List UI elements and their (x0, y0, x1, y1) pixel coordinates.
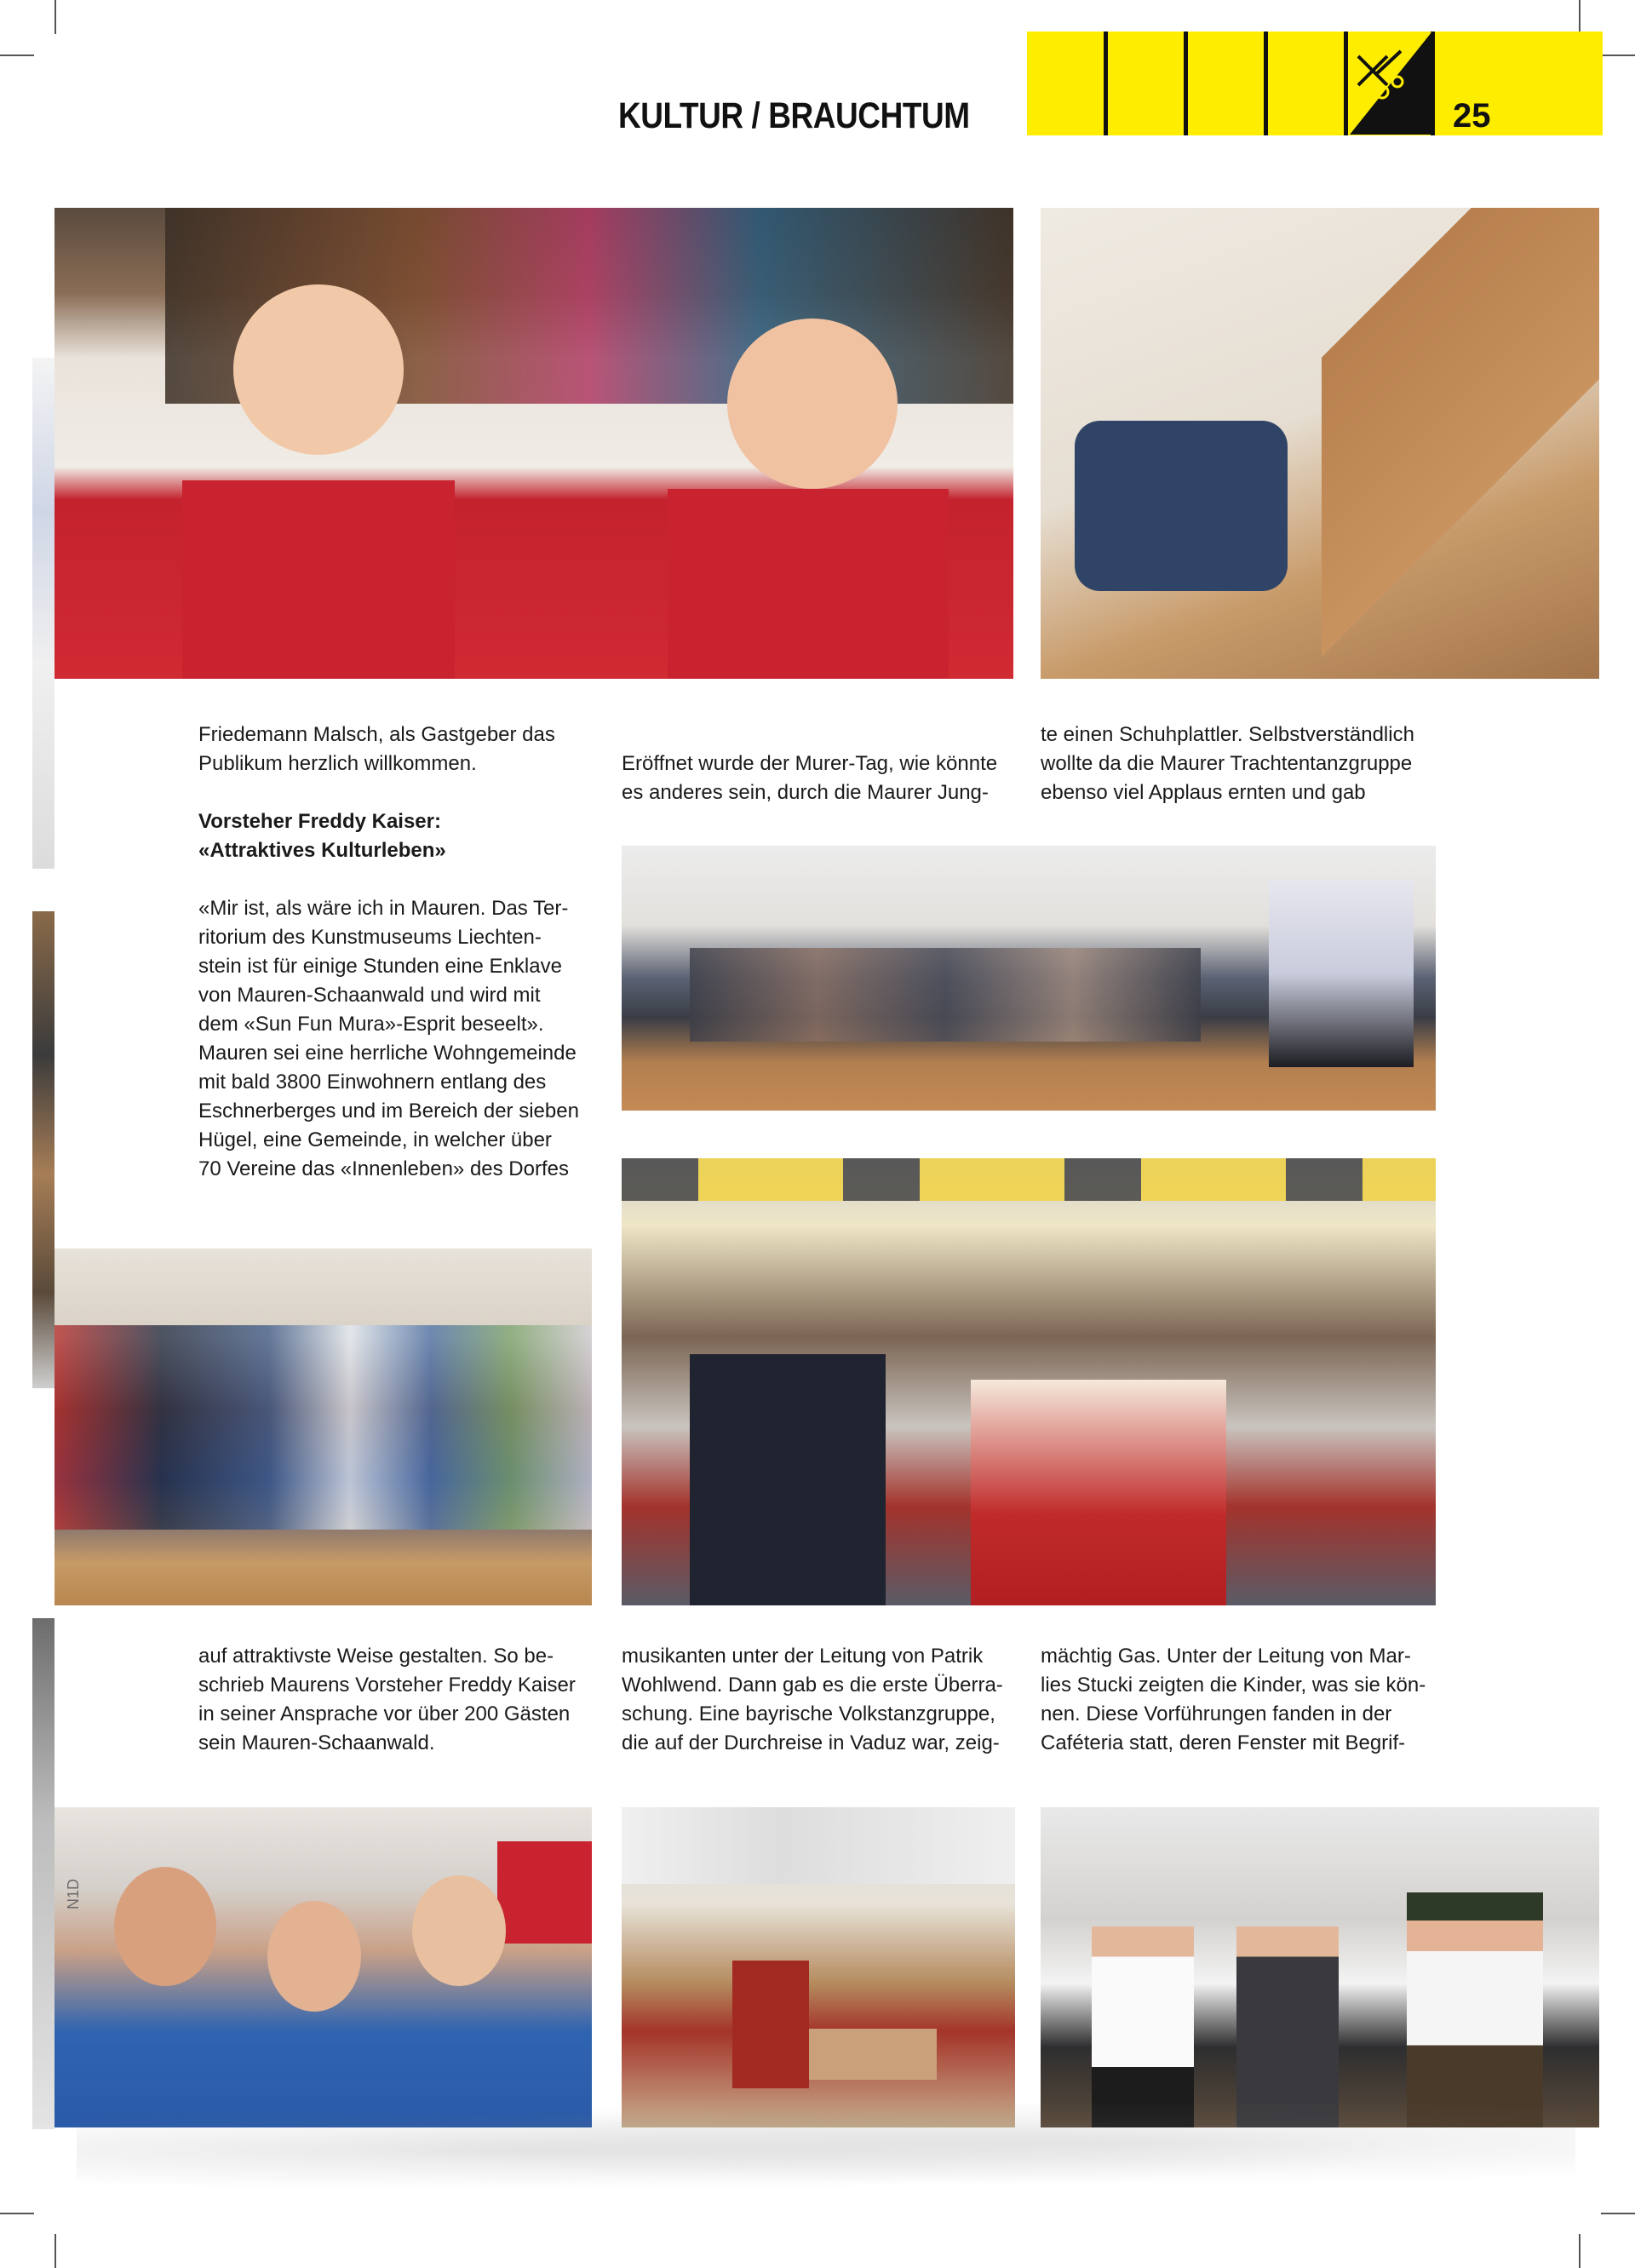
article-line: te einen Schuhplattler. Selbstverständlich (1041, 723, 1414, 746)
article-line: Hügel, eine Gemeinde, in welcher über (198, 1128, 552, 1151)
article-line: schung. Eine bayrische Volkstanzgruppe, (622, 1702, 995, 1725)
article-line: ebenso viel Applaus ernten und gab (1041, 781, 1366, 804)
article-column-3-top (1041, 721, 1434, 807)
photo-red-chair (732, 1961, 809, 2088)
header-divider (1344, 32, 1348, 135)
photo-face (412, 1875, 506, 1986)
crop-mark-top-left-h (0, 55, 34, 56)
article-line: dem «Sun Fun Mura»-Esprit beseelt». (198, 1013, 544, 1036)
article-line: Friedemann Malsch, als Gastgeber das (198, 723, 555, 746)
crop-mark-bottom-left-v (54, 2234, 56, 2268)
article-line: 70 Vereine das «Innenleben» des Dorfes (198, 1157, 569, 1180)
crop-mark-top-right-h (1601, 55, 1635, 56)
photo-shirt-badge: N1D (65, 1878, 82, 1909)
article-line: schrieb Maurens Vorsteher Freddy Kaiser (198, 1674, 576, 1697)
photo-crate (497, 1841, 592, 1944)
crop-mark-bottom-right-h (1601, 2213, 1635, 2214)
crop-mark-top-left-v (54, 0, 56, 34)
photo-umbrellas (622, 1158, 1436, 1201)
article-line: mit bald 3800 Einwohnern entlang des (198, 1071, 547, 1094)
photo-exhibition (622, 1807, 1015, 2127)
article-line: es anderes sein, durch die Maurer Jung- (622, 781, 989, 804)
article-line: musikanten unter der Leitung von Patrik (622, 1645, 984, 1668)
crop-mark-top-right-v (1579, 0, 1580, 34)
photo-face (114, 1867, 216, 1986)
page-number: 25 (1453, 97, 1491, 135)
section-title: KULTUR / BRAUCHTUM (618, 95, 970, 136)
photo-girl-right-face (727, 319, 898, 489)
crop-mark-bottom-right-v (1579, 2234, 1580, 2268)
photo-speaker-costume (1407, 1892, 1543, 2127)
photo-young-people (54, 1807, 592, 2127)
photo-speaker-woman (1092, 1926, 1194, 2127)
article-line: ritorium des Kunstmuseums Liechten- (198, 926, 542, 949)
photo-signs (622, 1807, 1015, 1884)
photo-child (1075, 421, 1288, 591)
crop-mark-bottom-left-h (0, 2213, 34, 2214)
article-line: nen. Diese Vorführungen fanden in der (1041, 1702, 1392, 1725)
article-subheading: Vorsteher Freddy Kaiser: (198, 810, 441, 833)
article-line: mächtig Gas. Unter der Leitung von Mar- (1041, 1645, 1411, 1668)
article-line: Eröffnet wurde der Murer-Tag, wie könnte (622, 752, 998, 775)
article-column-2-bottom (622, 1642, 1015, 1758)
photo-dress-right (668, 489, 949, 679)
article-line: Caféteria statt, deren Fenster mit Begrif- (1041, 1731, 1406, 1754)
article-line: Publikum herzlich willkommen. (198, 752, 477, 775)
article-line: «Mir ist, als wäre ich in Mauren. Das Ter- (198, 897, 569, 920)
photo-speaker-man (1236, 1926, 1339, 2127)
edge-strip (32, 358, 54, 869)
article-line: Wohlwend. Dann gab es die erste Überra- (622, 1674, 1003, 1697)
photo-people-in-gym (54, 1249, 592, 1605)
edge-strip (32, 911, 54, 1388)
article-column-1-top (198, 721, 592, 1184)
photo-costume-girls (971, 1380, 1226, 1605)
photo-audience-performers (622, 846, 1436, 1111)
article-line: die auf der Durchreise in Vaduz war, zeig- (622, 1731, 1000, 1754)
photo-stroller (690, 1354, 886, 1605)
article-line: lies Stucki zeigten die Kinder, was sie kön- (1041, 1674, 1426, 1697)
decorative-smudge (77, 2104, 1575, 2197)
article-line: sein Mauren-Schaanwald. (198, 1731, 435, 1754)
article-column-3-bottom (1041, 1642, 1434, 1758)
article-line: Eschnerberges und im Bereich der sieben (198, 1100, 579, 1123)
photo-dress-left (182, 480, 455, 679)
article-line: in seiner Ansprache vor über 200 Gästen (198, 1702, 571, 1725)
header-divider (1104, 32, 1108, 135)
article-subheading: «Attraktives Kulturleben» (198, 839, 446, 862)
article-column-2-top (622, 749, 1015, 807)
article-line: wollte da die Maurer Trachtentanzgruppe (1041, 752, 1413, 775)
header-divider (1184, 32, 1188, 135)
photo-girls-in-costume (54, 208, 1013, 679)
photo-children-sculpture (1041, 208, 1599, 679)
article-column-1-bottom (198, 1642, 592, 1758)
photo-face (267, 1901, 361, 2012)
edge-strip (32, 1618, 54, 2129)
article-line: auf attraktivste Weise gestalten. So be- (198, 1645, 554, 1668)
article-line: Mauren sei eine herrliche Wohngemeinde (198, 1042, 577, 1065)
photo-standing-guests (54, 1325, 592, 1530)
photo-speakers (1041, 1807, 1599, 2127)
photo-guests-at-tables (622, 1158, 1436, 1605)
photo-performers (1269, 880, 1414, 1067)
header-divider (1264, 32, 1268, 135)
photo-seated-rows (690, 948, 1201, 1042)
photo-wood-sculpture (1322, 208, 1599, 679)
municipal-crest-icon (1350, 32, 1431, 135)
photo-girl-left-face (233, 284, 404, 455)
article-line: stein ist für einige Stunden eine Enklave (198, 955, 562, 978)
article-line: von Mauren-Schaanwald und wird mit (198, 984, 541, 1007)
photo-table (809, 2029, 937, 2080)
